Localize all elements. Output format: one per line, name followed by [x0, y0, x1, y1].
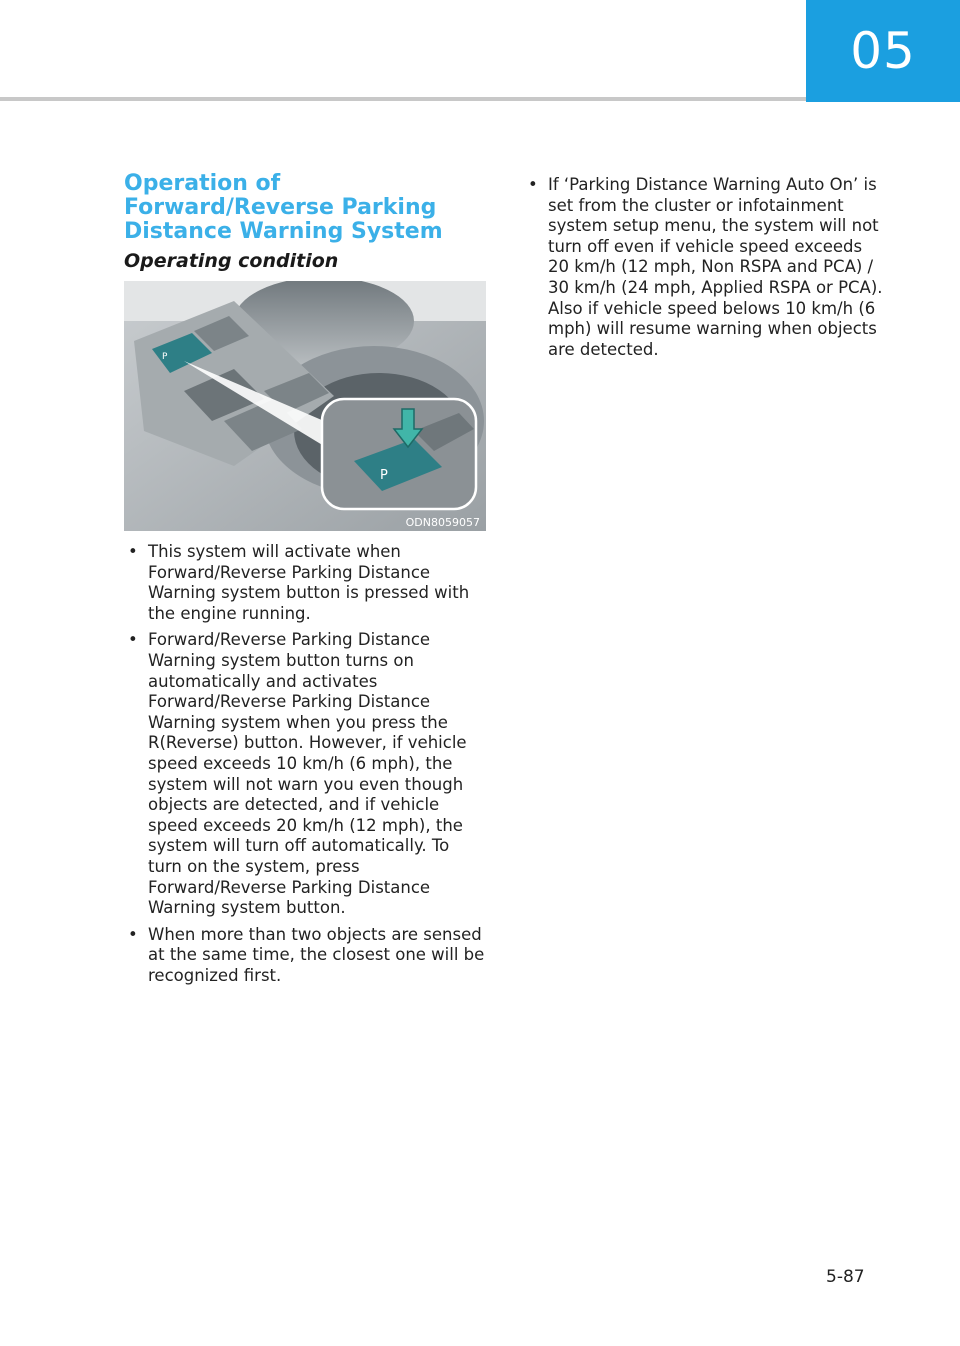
header-rule	[0, 97, 806, 101]
chapter-tab	[806, 0, 960, 102]
button-label-zoom: P	[380, 468, 388, 483]
bullet-icon: •	[128, 924, 138, 944]
list-item-text: If ‘Parking Distance Warning Auto On’ is set from the cluster or infotainment system setup menu, the system will not turn off even if vehicle speed exceeds 20 km/h (12 mph, Non RSPA and PCA) / 30 km/h (24 mph, Applied RSPA or PCA). Also if vehicle speed belows 10 km/h (6 mph) will resume warning when objects are detected.	[548, 175, 883, 359]
figure-code: ODN8059057	[405, 516, 480, 529]
console-illustration	[124, 281, 486, 531]
bullet-icon: •	[128, 542, 138, 561]
right-bullet-list	[524, 175, 886, 366]
list-item	[124, 630, 488, 918]
list-item	[524, 175, 886, 360]
console-button-figure	[124, 281, 486, 531]
list-item-text: Forward/Reverse Parking Distance Warning system button turns on automatically and activates Forward/Reverse Parking Distance Warning system when you press the R(Reverse) button. However, if vehicle speed exceeds 10 km/h (6 mph), the system will not warn you even though objects are detected, and if vehicle speed exceeds 20 km/h (12 mph), the system will turn off automatically. To turn on the system, press Forward/Reverse Parking Distance Warning system button.	[148, 630, 467, 918]
button-label-small: P	[162, 352, 168, 362]
bullet-icon: •	[128, 630, 138, 650]
page-number: 5-87	[826, 1267, 865, 1287]
list-item-text: This system will activate when Forward/Reverse Parking Distance Warning system button is pressed with the engine running.	[148, 542, 470, 623]
left-bullet-list	[124, 542, 488, 992]
section-title: Operation of Forward/Reverse Parking Distance Warning System	[124, 171, 443, 244]
subsection-title: Operating condition	[124, 250, 339, 272]
chapter-number: 05	[850, 22, 916, 80]
list-item	[124, 925, 488, 987]
list-item	[124, 542, 488, 624]
bullet-icon: •	[528, 175, 538, 194]
list-item-text: When more than two objects are sensed at the same time, the closest one will be recognized first.	[148, 924, 485, 985]
